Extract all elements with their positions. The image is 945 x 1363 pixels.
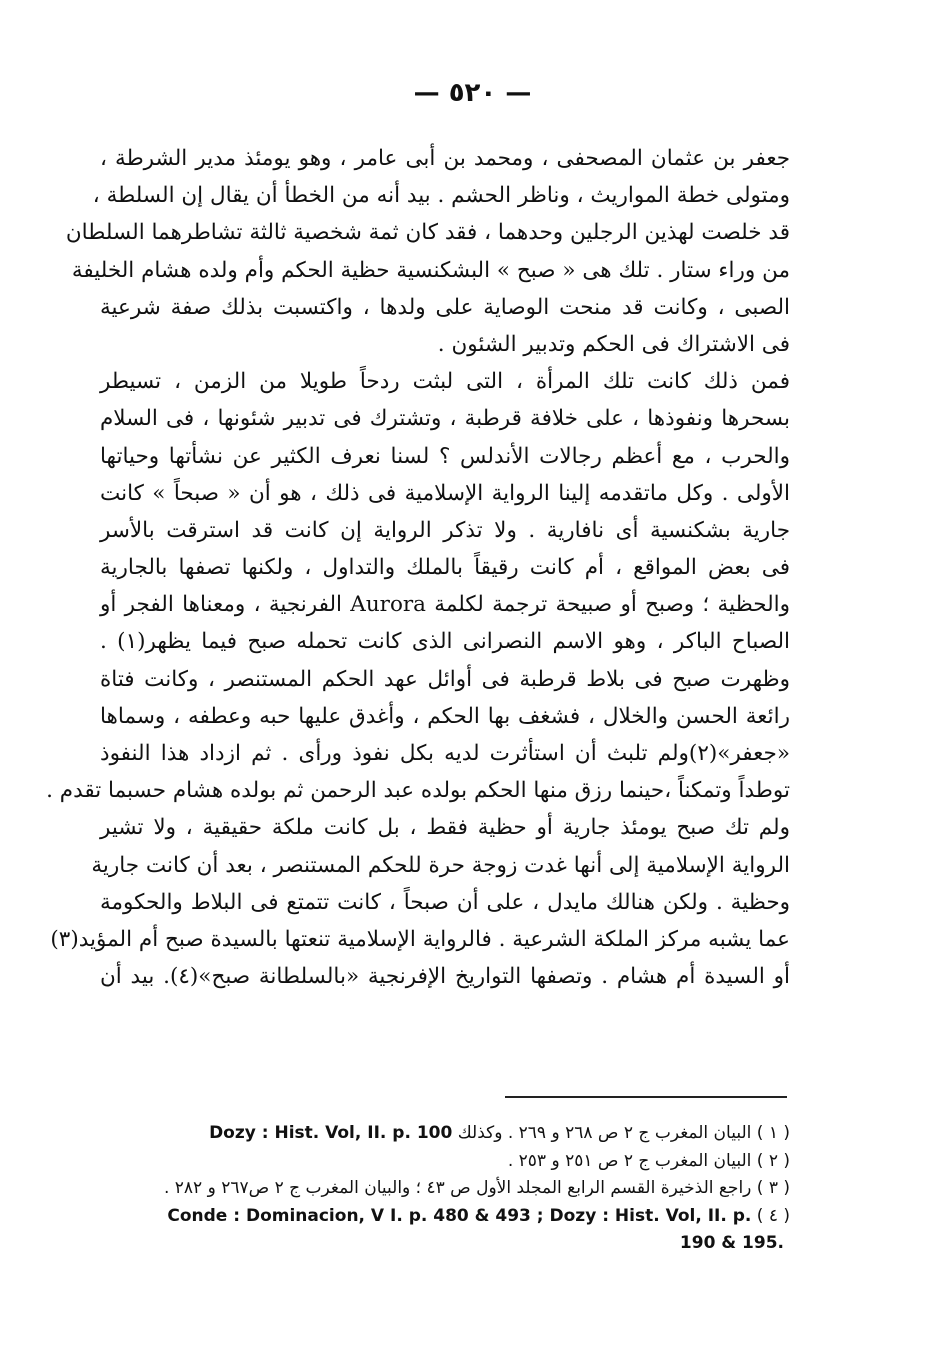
footnote-4-latin: Conde : Dominacion, V I. p. 480 & 493 ; Dozy : Hist. Vol, II. p. bbox=[167, 1205, 752, 1226]
footnote-4-marker: ( ٤ ) bbox=[756, 1205, 790, 1226]
body-line: جارية بشكنسية أى نافارية . ولا تذكر الرواية إن كانت قد استرقت بالأسر bbox=[100, 517, 790, 543]
body-line: جعفر بن عثمان المصحفى ، ومحمد بن أبى عامر ، وهو يومئذ مدير الشرطة ، bbox=[100, 146, 790, 171]
body-line: الصباح الباكر ، وهو الاسم النصرانى الذى كانت تحمله صبح فيما يظهر(١) . bbox=[100, 629, 790, 655]
footnote-1-latin: Dozy : Hist. Vol, II. p. 100 bbox=[209, 1123, 453, 1143]
page-number: — ٥٢٠ — bbox=[413, 78, 532, 108]
body-line: الأولى . وكل ماتقدمه إلينا الرواية الإسلامية فى ذلك ، هو أن « صبحاً » كانت bbox=[100, 480, 790, 506]
body-line: أو السيدة أم هشام . وتصفها التواريخ الإفرنجية «بالسلطانة صبح»(٤). بيد أن bbox=[100, 964, 790, 990]
footnote-4-continuation bbox=[100, 1230, 790, 1258]
body-line: ومتولى خطة المواريث ، وناظر الحشم . بيد أنه من الخطأ أن يقال إن السلطة ، bbox=[92, 183, 790, 209]
body-line: فى بعض المواقع ، أم كانت رقيقاً بالملك والتداول ، ولكنها تصفها بالجارية bbox=[100, 555, 790, 581]
body-line: وحظية . ولكن هنالك مايدل ، على أن صبحاً ، كانت تتمتع فى البلاط والحكومة bbox=[100, 889, 790, 915]
body-line: فمن ذلك كانت تلك المرأة ، التى لبثت ردحاً طويلا من الزمن ، تسيطر bbox=[100, 369, 790, 395]
footnote-4-latin-cont: 190 & 195. bbox=[679, 1233, 784, 1253]
body-line: الصبى ، وكانت قد منحت الوصاية على ولدها ، واكتسبت بذلك صفة شرعية bbox=[100, 294, 790, 320]
body-line: رائعة الحسن والخلال ، فشغف بها الحكم ، وأغدق عليها حبه وعطفه ، وسماها bbox=[100, 703, 790, 729]
footnote-2: ( ٢ ) البيان المغرب ج ٢ ص ٢٥١ و ٢٥٣ . bbox=[507, 1150, 790, 1171]
body-line: من وراء ستار . تلك هى « صبح » البشكنسية حظية الحكم وأم ولده هشام الخليفة bbox=[71, 257, 790, 283]
footnote-1 bbox=[100, 1120, 790, 1148]
body-line: والحظية ؛ وصبح أو صبيحة ترجمة لكلمة Aurora الفرنجية ، ومعناها الفجر أو bbox=[100, 592, 790, 618]
body-line: الرواية الإسلامية إلى أنها غدت زوجة حرة للحكم المستنصر ، بعد أن كانت جارية bbox=[91, 852, 790, 878]
footnote-4 bbox=[100, 1203, 790, 1231]
body-line: توطداً وتمكناً ،حينما رزق منها الحكم بولده عبد الرحمن ثم بولده هشام حسبما تقدم . bbox=[46, 778, 790, 804]
body-line: قد خلصت لهذين الرجلين وحدهما ، فقد كان ثمة شخصية ثالثة تشاطرهما السلطان bbox=[65, 220, 790, 246]
body-line: ولم تك صبح يومئذ جارية أو حظية فقط ، بل كانت ملكة حقيقية ، ولا تشير bbox=[100, 815, 790, 841]
body-line: بسحرها ونفوذها ، على خلافة قرطبة ، وتشترك فى تدبير شئونها ، فى السلام bbox=[100, 406, 790, 432]
footnote-1-arabic: ( ١ ) البيان المغرب ج ٢ ص ٢٦٨ و ٢٦٩ . وكذلك bbox=[457, 1123, 790, 1143]
footnote-divider bbox=[505, 1096, 787, 1098]
footnote-3: ( ٣ ) راجع الذخيرة القسم الرابع المجلد الأول ص ٤٣ ؛ والبيان المغرب ج ٢ ص٢٦٧ و ٢٨٢ . bbox=[163, 1178, 790, 1198]
body-text bbox=[46, 140, 790, 995]
footnotes bbox=[100, 1120, 790, 1258]
body-line: عما يشبه مركز الملكة الشرعية . فالرواية الإسلامية تنعتها بالسيدة صبح أم المؤيد(٣) bbox=[50, 926, 790, 952]
body-line: والحرب ، مع أعظم رجالات الأندلس ؟ لسنا نعرف الكثير عن نشأتها وحياتها bbox=[100, 443, 790, 469]
body-line: فى الاشتراك فى الحكم وتدبير الشئون . bbox=[437, 331, 790, 357]
body-line: «جعفر»(٢)ولم تلبث أن استأثرت لديه بكل نفوذ ورأى . ثم ازداد هذا النفوذ bbox=[100, 741, 790, 766]
body-line: وظهرت صبح فى بلاط قرطبة فى أوائل عهد الحكم المستنصر ، وكانت فتاة bbox=[100, 666, 790, 692]
